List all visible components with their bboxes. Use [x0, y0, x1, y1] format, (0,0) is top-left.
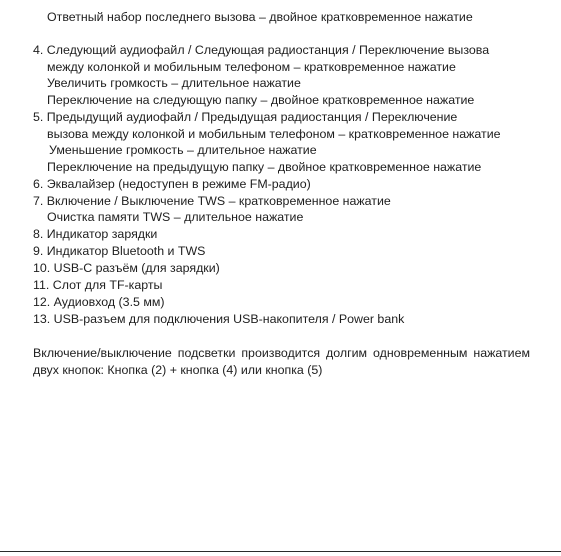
line-tws-clear: Очистка памяти TWS – длительное нажатие	[47, 210, 304, 224]
bottom-divider	[0, 551, 561, 552]
line-item-12: 12. Аудиовход (3.5 мм)	[33, 295, 165, 309]
line-next-folder: Переключение на следующую папку – двойное кратковременное нажатие	[47, 93, 475, 107]
line-item-7: 7. Включение / Выключение TWS – кратковременное нажатие	[33, 194, 391, 208]
line-item-11: 11. Слот для TF-карты	[33, 278, 163, 292]
line-item-5-cont: вызова между колонкой и мобильным телефоном – кратковременное нажатие	[47, 127, 501, 141]
line-item-13: 13. USB-разъем для подключения USB-накопителя / Power bank	[33, 312, 405, 326]
line-volume-down: Уменьшение громкость – длительное нажатие	[49, 143, 317, 157]
line-prev-folder: Переключение на предыдущую папку – двойное кратковременное нажатие	[47, 160, 482, 174]
line-volume-up: Увеличить громкость – длительное нажатие	[47, 76, 301, 90]
line-item-8: 8. Индикатор зарядки	[33, 227, 158, 241]
line-redial: Ответный набор последнего вызова – двойное кратковременное нажатие	[47, 10, 473, 24]
line-item-5: 5. Предыдущий аудиофайл / Предыдущая радиостанция / Переключение	[33, 110, 458, 124]
line-item-6: 6. Эквалайзер (недоступен в режиме FM-радио)	[33, 177, 311, 191]
line-item-4: 4. Следующий аудиофайл / Следующая радиостанция / Переключение вызова	[33, 43, 490, 57]
line-item-4-cont: между колонкой и мобильным телефоном – кратковременное нажатие	[47, 60, 456, 74]
backlight-paragraph: Включение/выключение подсветки производится долгим одновременным нажатием двух кнопок: Кнопка (2) + кнопка (4) или кнопка (5)	[33, 346, 530, 377]
line-item-9: 9. Индикатор Bluetooth и TWS	[33, 244, 206, 258]
line-item-10: 10. USB-C разъём (для зарядки)	[33, 261, 220, 275]
